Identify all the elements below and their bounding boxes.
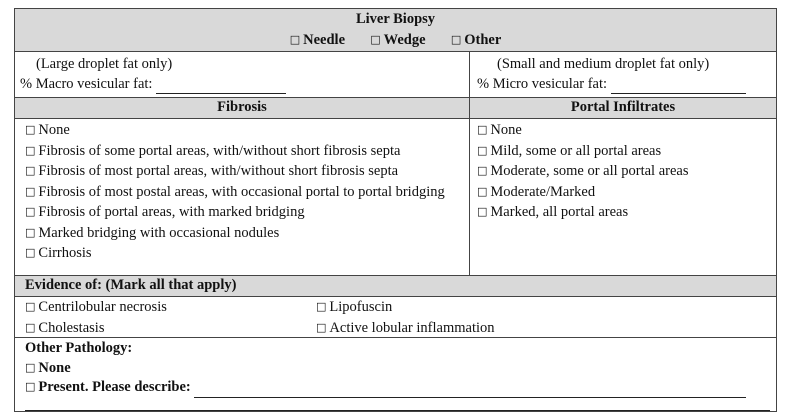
checkbox-icon[interactable]: □ [25,143,36,157]
micro-field: % Micro vesicular fat: [477,75,772,95]
fibrosis-option[interactable]: □ Fibrosis of some portal areas, with/without short fibrosis septa [25,142,401,159]
liver-biopsy-form [14,8,777,412]
checkbox-icon[interactable]: □ [25,164,36,177]
pathology-description-input[interactable] [194,382,746,398]
macro-vesicular-fat-input[interactable] [156,78,286,94]
fibrosis-option[interactable]: □ Marked bridging with occasional nodules [25,224,280,241]
checkbox-icon[interactable]: □ [25,123,36,136]
micro-note: (Small and medium droplet fat only) [497,56,710,72]
macro-field: % Macro vesicular fat: [20,75,465,95]
other-pathology-present-option[interactable]: □ Present. Please describe: [25,377,772,398]
fibrosis-portal-options-row [15,118,776,275]
fibrosis-heading: Fibrosis [217,99,267,115]
checkbox-icon[interactable]: □ [477,205,488,218]
portal-option[interactable]: □ Moderate, some or all portal areas [477,163,689,179]
checkbox-icon[interactable]: □ [450,32,462,46]
evidence-option[interactable]: □ Active lobular inflammation [316,319,495,336]
checkbox-icon[interactable]: □ [25,380,36,393]
other-option[interactable]: □ Other [450,31,502,48]
checkbox-icon[interactable]: □ [316,320,327,334]
micro-vesicular-fat-input[interactable] [611,78,746,94]
fibrosis-option[interactable]: □ Fibrosis of most postal areas, with occasional portal to portal bridging [25,183,445,200]
evidence-options-row [15,296,776,337]
wedge-option[interactable]: □ Wedge [370,31,426,48]
biopsy-header [15,9,776,51]
checkbox-icon[interactable]: □ [25,205,36,218]
fat-row [15,51,776,97]
evidence-heading: Evidence of: (Mark all that apply) [25,277,237,293]
checkbox-icon[interactable]: □ [477,143,488,157]
description-continuation-line[interactable] [25,410,770,411]
checkbox-icon[interactable]: □ [316,300,327,313]
evidence-option[interactable]: □ Centrilobular necrosis [25,299,167,315]
biopsy-type-options [15,30,776,51]
portal-option[interactable]: □ Moderate/Marked [477,183,596,200]
other-pathology-section [15,337,776,411]
checkbox-icon[interactable]: □ [25,320,36,334]
checkbox-icon[interactable]: □ [289,32,301,46]
portal-option[interactable]: □ None [477,122,522,138]
other-pathology-none-option[interactable]: □ None [25,360,71,376]
macro-note: (Large droplet fat only) [36,56,173,72]
portal-infiltrates-options [477,120,772,223]
checkbox-icon[interactable]: □ [25,225,36,239]
other-pathology-heading: Other Pathology: [25,340,133,356]
portal-option[interactable]: □ Marked, all portal areas [477,204,629,220]
checkbox-icon[interactable]: □ [25,246,36,259]
evidence-option[interactable]: □ Cholestasis [25,319,105,336]
checkbox-icon[interactable]: □ [477,164,488,177]
needle-option[interactable]: □ Needle [289,31,346,48]
checkbox-icon[interactable]: □ [477,123,488,136]
fibrosis-option[interactable]: □ Cirrhosis [25,245,92,261]
fibrosis-option[interactable]: □ Fibrosis of portal areas, with marked bridging [25,204,305,220]
checkbox-icon[interactable]: □ [370,32,381,46]
fibrosis-portal-header-row [15,97,776,118]
checkbox-icon[interactable]: □ [25,300,36,313]
portal-infiltrates-heading: Portal Infiltrates [570,99,676,115]
checkbox-icon[interactable]: □ [25,361,36,374]
fibrosis-option[interactable]: □ None [25,122,70,138]
form-title: Liver Biopsy [355,11,436,27]
fibrosis-option[interactable]: □ Fibrosis of most portal areas, with/without short fibrosis septa [25,163,399,179]
portal-option[interactable]: □ Mild, some or all portal areas [477,142,662,159]
evidence-header-row [15,275,776,296]
evidence-option[interactable]: □ Lipofuscin [316,299,393,315]
checkbox-icon[interactable]: □ [477,184,488,198]
fibrosis-options [25,120,465,264]
checkbox-icon[interactable]: □ [25,184,36,198]
